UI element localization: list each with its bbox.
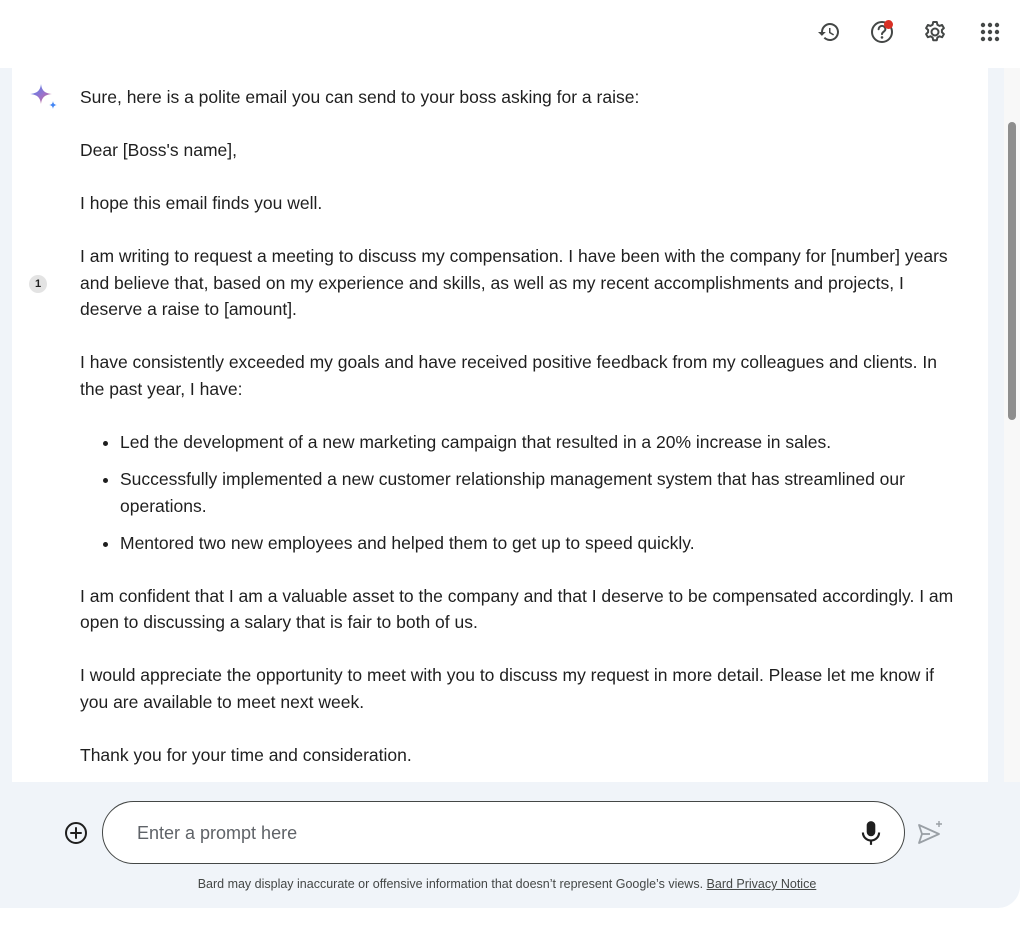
disclaimer-text: Bard may display inaccurate or offensive information that doesn’t represent Google’s views. — [197, 877, 704, 891]
email-paragraph: Thank you for your time and consideration. — [80, 744, 412, 765]
apps-button[interactable] — [972, 14, 1008, 50]
add-plus-icon[interactable] — [63, 820, 89, 846]
response-intro: Sure, here is a polite email you can send to your boss asking for a raise: — [80, 87, 640, 107]
privacy-notice-link[interactable]: Bard Privacy Notice — [706, 877, 817, 891]
top-toolbar — [0, 0, 1024, 68]
history-button[interactable] — [811, 14, 847, 50]
notification-dot — [884, 20, 893, 29]
email-greeting: Dear [Boss's name], — [80, 140, 238, 160]
prompt-input[interactable] — [137, 814, 837, 852]
list-item: • Successfully implemented a new customer relationship management system that has streamlined our operations. — [120, 466, 960, 519]
email-paragraph: I am writing to request a meeting to discuss my compensation. I have been with the company for [number] years and believe that, based on my experience and skills, as well as my recent accomplishments and projects, I deserve a raise to [amount]. — [80, 246, 948, 319]
chat-area — [12, 68, 988, 782]
settings-button[interactable] — [917, 14, 953, 50]
list-item: • Mentored two new employees and helped them to get up to speed quickly. — [120, 530, 960, 557]
citation-badge[interactable]: 1 — [29, 275, 47, 293]
history-icon — [817, 20, 841, 44]
email-paragraph: I am confident that I am a valuable asset to the company and that I deserve to be compensated accordingly. I am open to discussing a salary that is fair to both of us. — [80, 585, 954, 632]
scrollbar-thumb[interactable] — [1008, 122, 1016, 420]
email-paragraph: I would appreciate the opportunity to meet with you to discuss my request in more detail. Please let me know if you are available to meet next week. — [80, 665, 935, 712]
settings-icon — [922, 19, 948, 45]
prompt-box[interactable] — [102, 801, 905, 864]
accomplishments-list — [80, 429, 960, 557]
microphone-icon[interactable] — [858, 819, 884, 847]
disclaimer — [0, 877, 1014, 891]
email-paragraph: I hope this email finds you well. — [80, 193, 323, 213]
email-paragraph: I have consistently exceeded my goals and have received positive feedback from my colleagues and clients. In the past year, I have: — [80, 352, 938, 399]
bard-sparkle-icon — [28, 82, 60, 114]
send-icon[interactable] — [916, 819, 944, 847]
main-panel — [0, 68, 1020, 908]
help-button[interactable] — [864, 14, 900, 50]
list-item: • Led the development of a new marketing campaign that resulted in a 20% increase in sales. — [120, 429, 960, 456]
apps-grid-icon — [979, 21, 1001, 43]
bard-response — [80, 84, 960, 782]
